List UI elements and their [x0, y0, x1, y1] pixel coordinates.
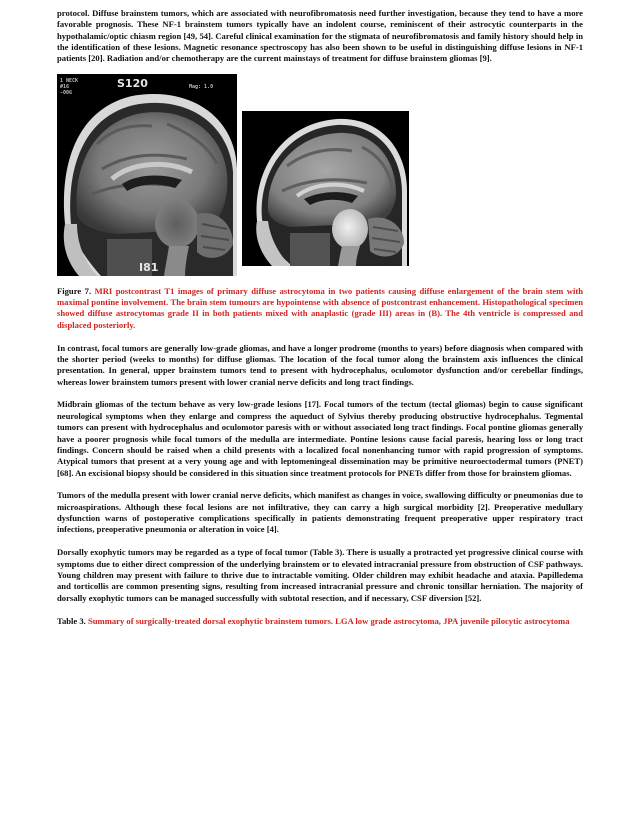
- paragraph-medulla-tumors: Tumors of the medulla present with lower cranial nerve deficits, which manifest as changes in voice, swallowing difficulty or pneumonias due to microaspirations. Although these focal lesions are not infiltrative, they can carry a high surgical morbidity [2]. Preoperative medullary dysfunction warns of postoperative complications specifically in patients demonstrating frequent preoperative upper respiratory tract infections, preoperative pneumonia or alteration in voice [4].: [57, 490, 583, 535]
- mri-image-b: [242, 111, 409, 266]
- figure-7-caption: [57, 286, 583, 331]
- paragraph-focal-tumors: In contrast, focal tumors are generally low-grade gliomas, and have a longer prodrome (months to years) before diagnosis when compared with the shorter period (weeks to months) for diffuse gliomas. The location of the focal tumor along the brainstem axis influences the clinical presentation. In general, upper brainstem tumors tend to present with hydrocephalus, oculomotor dysfunction and/or cerebellar findings, whereas lower brainstem tumors present with lower cranial nerve deficits and long tract findings.: [57, 342, 583, 387]
- mri-a-corner-2: #16: [60, 83, 70, 90]
- mri-a-corner-1: 1 NECK: [60, 77, 79, 84]
- figure-7-caption-text: MRI postcontrast T1 images of primary diffuse astrocytoma in two patients causing diffuse enlargement of the brain stem with maximal pontine involvement. The brain stem tumours are hypointense with absence of postcontrast enhancement. Histopathological specimen showed diffuse astrocytomas grade II in both patients mixed with anaplastic (grade III) areas in (B). The 4th ventricle is compressed and displaced posteriorly.: [57, 285, 583, 330]
- mri-a-top-label: S120: [117, 76, 148, 90]
- mri-a-bottom-label: I81: [139, 260, 159, 274]
- document-page: [57, 8, 583, 627]
- table-3-caption-text: Summary of surgically-treated dorsal exophytic brainstem tumors. LGA low grade astrocytoma, JPA juvenile pilocytic astrocytoma: [87, 615, 570, 626]
- figure-7-images: [57, 74, 583, 286]
- paragraph-midbrain-gliomas: Midbrain gliomas of the tectum behave as very low-grade lesions [17]. Focal tumors of the tectum (tectal gliomas) begin to cause significant neurological symptoms when they enlarge and compress the aqueduct of Sylvius thereby producing obstructive hydrocephalus. Tegmental tumors can present with hydrocephalus and oculomotor paresis with or without associated long tract findings. Focal pontine gliomas generally have a poorer prognosis while focal tumors of the medulla are intermediate. Pontine lesions cause facial paresis, hearing loss or long tract findings. Concern should be raised when a child presents with a localized focal nonenhancing tumor with rapid progression of symptoms. Atypical tumors that present at a very young age and with leptomeningeal dissemination may be primitive neuroectodermal tumors (PNET) [68]. An excisional biopsy should be considered in this situation since treatment protocols for PNETs differ from those for brainstem gliomas.: [57, 399, 583, 478]
- paragraph-nf1-diffuse-tumors: protocol. Diffuse brainstem tumors, which are associated with neurofibromatosis need further investigation, because they tend to have a more favorable prognosis. These NF-1 brainstem tumors typically have an indolent course, reminiscent of their astrocytic counterparts in the hypothalamic/optic chiasm region [49, 54]. Careful clinical examination for the stigmata of neurofibromatosis and family history should help in the identification of these lesions. Magnetic resonance spectroscopy has also been shown to be useful in distinguishing diffuse lesions in NF-1 patients [20]. Radiation and/or chemotherapy are the current mainstays of treatment for diffuse brainstem gliomas [9].: [57, 8, 583, 64]
- mri-a-corner-3: -006: [60, 89, 73, 96]
- mri-image-a: [57, 74, 237, 276]
- table-3-title: [57, 616, 583, 627]
- paragraph-dorsally-exophytic: Dorsally exophytic tumors may be regarded as a type of focal tumor (Table 3). There is usually a protracted yet progressive clinical course with symptoms due to either direct compression of the underlying brainstem or to elevated intracranial pressure from obstruction of CSF pathways. Young children may present with failure to thrive due to intractable vomiting. Older children may exhibit headache and ataxia. Papilledema and torticollis are common presenting signs, resulting from increased intracranial pressure and chronic tonsillar herniation. The majority of dorsally exophytic tumors can be managed successfully with subtotal resection, and if necessary, CSF diversion [52].: [57, 547, 583, 603]
- figure-7-label: Figure 7.: [57, 285, 92, 296]
- table-3-label: Table 3.: [57, 615, 86, 626]
- mri-a-corner-4: Mag: 1.0: [189, 83, 214, 90]
